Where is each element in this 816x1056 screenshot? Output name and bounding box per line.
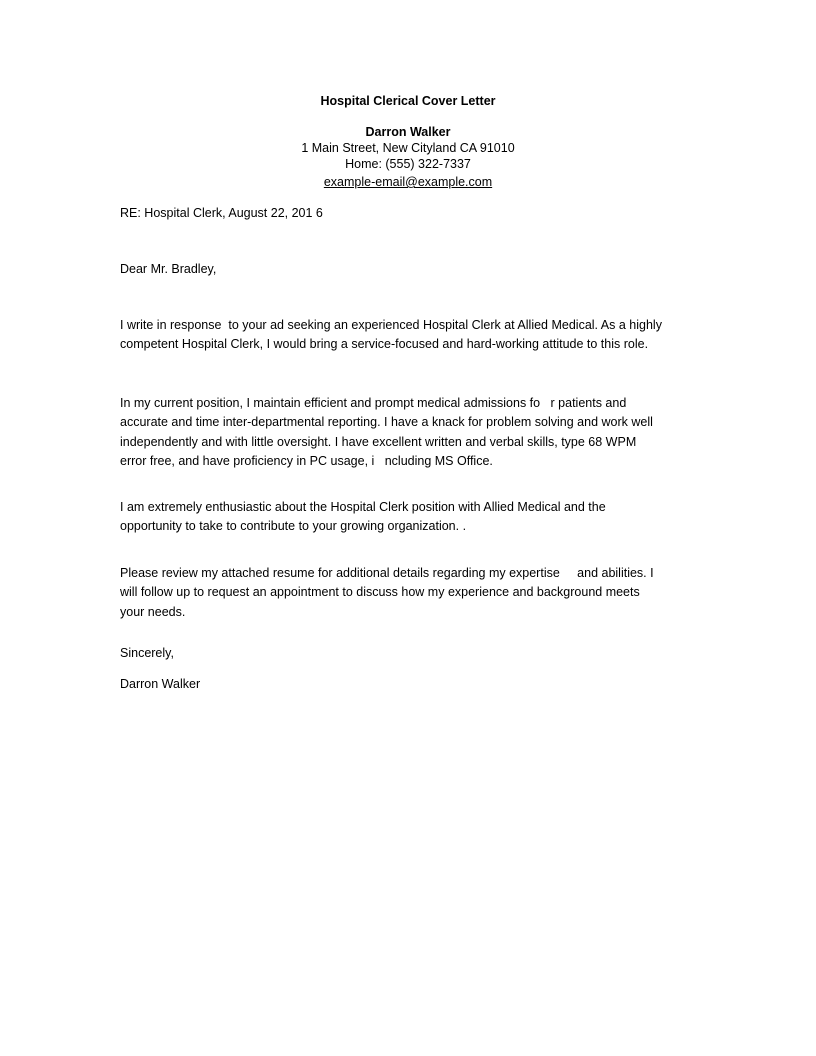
paragraph-line: independently and with little oversight. I have excellent written and verbal skills, type 68 WPM	[120, 434, 637, 449]
letter-title: Hospital Clerical Cover Letter	[320, 94, 496, 108]
paragraph-line: In my current position, I maintain efficient and prompt medical admissions fo r patients and	[120, 396, 627, 410]
paragraph-line: error free, and have proficiency in PC usage, i ncluding MS Office.	[120, 453, 493, 468]
paragraph-line: your needs.	[120, 604, 186, 619]
paragraph-line: competent Hospital Clerk, I would bring a service-focused and hard-working attitude to this role.	[120, 337, 649, 352]
signature: Darron Walker	[120, 677, 201, 691]
sender-name: Darron Walker	[365, 125, 451, 139]
paragraph-line: Please review my attached resume for additional details regarding my expertise and abilities. I	[120, 566, 654, 580]
paragraph-line: opportunity to take to contribute to your growing organization. .	[120, 519, 467, 534]
paragraph-closing-request	[120, 564, 740, 622]
salutation: Dear Mr. Bradley,	[120, 262, 217, 276]
paragraph-intro	[120, 316, 740, 355]
paragraph-line: I am extremely enthusiastic about the Hospital Clerk position with Allied Medical and the	[120, 500, 606, 514]
paragraph-line: will follow up to request an appointment to discuss how my experience and background meets	[120, 585, 640, 600]
paragraph-experience	[120, 394, 740, 471]
sender-phone: Home: (555) 322-7337	[345, 157, 471, 171]
paragraph-enthusiasm	[120, 498, 740, 537]
sender-email-link[interactable]: example-email@example.com	[323, 175, 493, 189]
sender-address: 1 Main Street, New Cityland CA 91010	[301, 141, 515, 155]
re-line: RE: Hospital Clerk, August 22, 201 6	[120, 206, 323, 220]
paragraph-line: I write in response to your ad seeking an experienced Hospital Clerk at Allied Medical. As a highly	[120, 318, 662, 332]
closing: Sincerely,	[120, 646, 174, 660]
paragraph-line: accurate and time inter-departmental reporting. I have a knack for problem solving and work well	[120, 415, 653, 430]
